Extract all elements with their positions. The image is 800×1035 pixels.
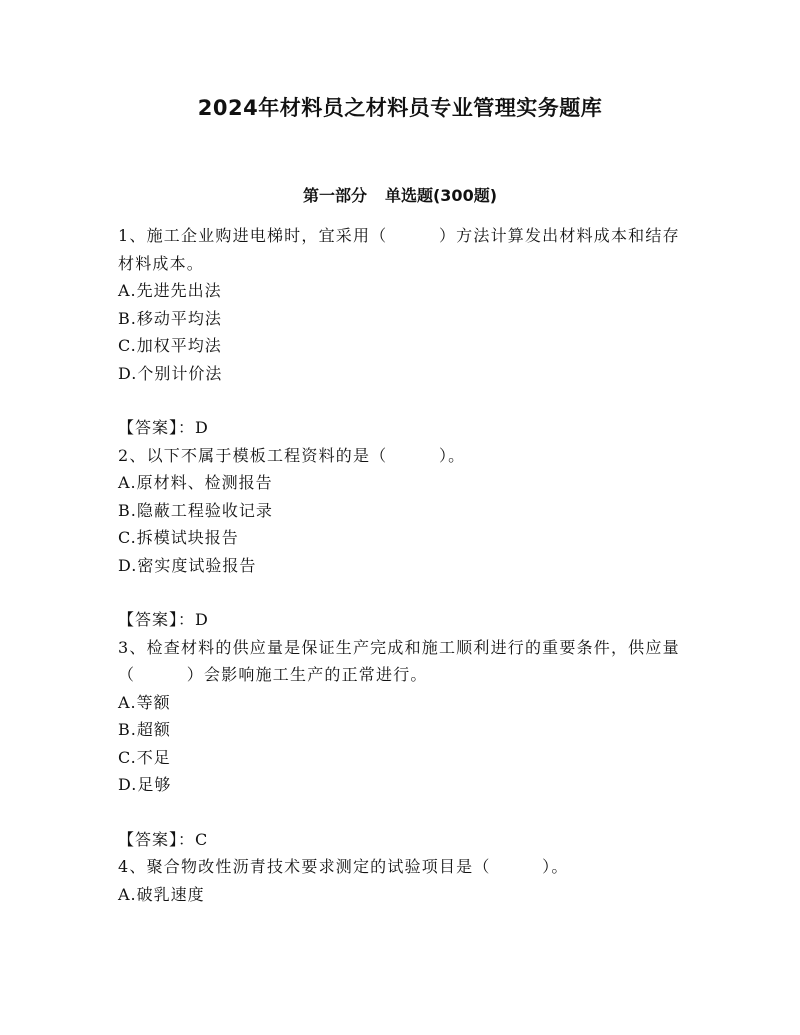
question-stem: 3、检查材料的供应量是保证生产完成和施工顺利进行的重要条件，供应量（ ）会影响施工生产的正常进行。 <box>118 637 680 684</box>
question-stem: 4、聚合物改性沥青技术要求测定的试验项目是（ ）。 <box>118 857 569 876</box>
option-c: C.加权平均法 <box>118 336 222 355</box>
option-b: B.移动平均法 <box>118 308 222 328</box>
question-item <box>118 222 688 442</box>
option-d: D.密实度试验报告 <box>118 555 257 575</box>
answer-line: 【答案】：D <box>118 610 209 629</box>
option-b: B.隐蔽工程验收记录 <box>118 500 273 520</box>
question-item <box>118 853 688 908</box>
option-b: B.超额 <box>118 720 171 739</box>
document-title: 2024年材料员之材料员专业管理实务题库 <box>197 96 603 120</box>
answer-line: 【答案】：D <box>118 418 209 437</box>
question-list <box>118 222 688 908</box>
section-heading: 单选题(300题) <box>384 186 498 205</box>
option-a: A.先进先出法 <box>118 281 222 300</box>
question-item <box>118 634 688 854</box>
question-item <box>118 442 688 634</box>
option-a: A.原材料、检测报告 <box>118 473 273 492</box>
option-a: A.破乳速度 <box>118 884 205 904</box>
section-part: 第一部分 <box>302 186 367 205</box>
section-title <box>0 183 800 206</box>
option-a: A.等额 <box>118 692 171 712</box>
option-d: D.个别计价法 <box>118 363 223 383</box>
option-c: C.不足 <box>118 747 171 767</box>
option-d: D.足够 <box>118 775 172 794</box>
option-c: C.拆模试块报告 <box>118 528 239 547</box>
question-stem: 1、施工企业购进电梯时，宜采用（ ）方法计算发出材料成本和结存材料成本。 <box>118 226 680 273</box>
answer-line: 【答案】：C <box>118 829 209 849</box>
question-stem: 2、以下不属于模板工程资料的是（ ）。 <box>118 445 466 465</box>
